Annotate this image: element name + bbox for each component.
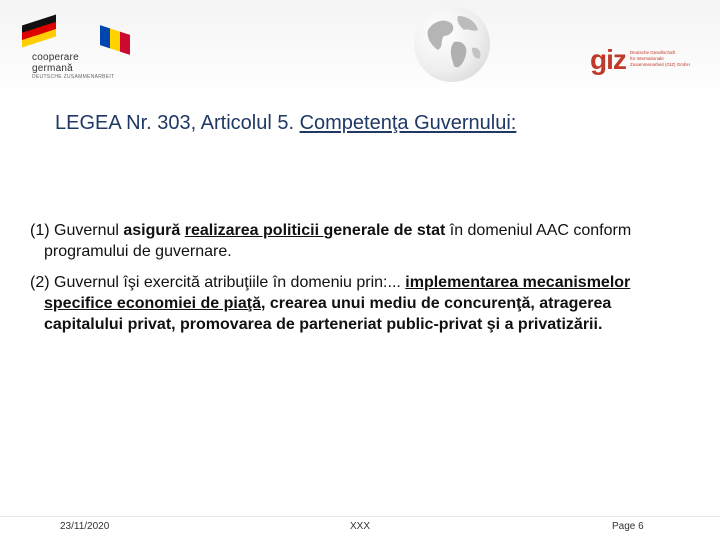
slide-title — [55, 112, 516, 135]
giz-subtitle — [630, 50, 710, 68]
globe-continents-icon — [414, 6, 490, 82]
title-underlined: Competenţa Guvernului: — [299, 112, 517, 134]
giz-sub-line2: für Internationale — [630, 56, 664, 61]
cooperare-germana-text — [32, 52, 114, 81]
footer-date: 23/11/2020 — [60, 521, 110, 532]
footer-divider — [0, 516, 720, 517]
paragraph-2 — [30, 272, 690, 335]
footer-center: XXX — [350, 521, 371, 532]
p1-text-d: generale de stat — [323, 222, 446, 239]
moldova-flag-icon — [100, 25, 130, 55]
globe-icon — [414, 6, 490, 82]
p1-text-e: în domeniul AAC conform programului de guvernare. — [44, 222, 632, 260]
germany-flag-icon — [22, 14, 56, 47]
p2-text-c: , crearea unui mediu de concurenţă, atragerea capitalului privat, promovarea de parteneriat public-privat şi a privatizării. — [44, 295, 612, 333]
coop-line3: DEUTSCHE ZUSAMMENARBEIT — [32, 74, 115, 80]
footer-page-number: Page 6 — [612, 521, 644, 532]
giz-wordmark: giz — [590, 44, 626, 75]
paragraph-1 — [30, 220, 690, 262]
coop-line2: germană — [32, 63, 73, 74]
title-prefix: LEGEA Nr. 303, Articolul 5. — [55, 112, 300, 134]
coop-line1: cooperare — [32, 52, 79, 63]
giz-sub-line1: Deutsche Gesellschaft — [630, 50, 676, 55]
p2-text-a: (2) Guvernul îşi exercită atribuţiile în domeniu prin:... — [30, 274, 406, 291]
slide-body — [30, 220, 690, 345]
p1-text-a: (1) Guvernul — [30, 222, 124, 239]
p1-text-b: asigură — [123, 222, 185, 239]
p2-text-b: implementarea mecanismelor specifice economiei de piaţă — [44, 274, 631, 312]
giz-sub-line3: Zusammenarbeit (GIZ) GmbH — [630, 62, 690, 67]
p1-text-c: realizarea politicii — [184, 222, 324, 239]
cooperare-germana-logo — [22, 20, 142, 90]
